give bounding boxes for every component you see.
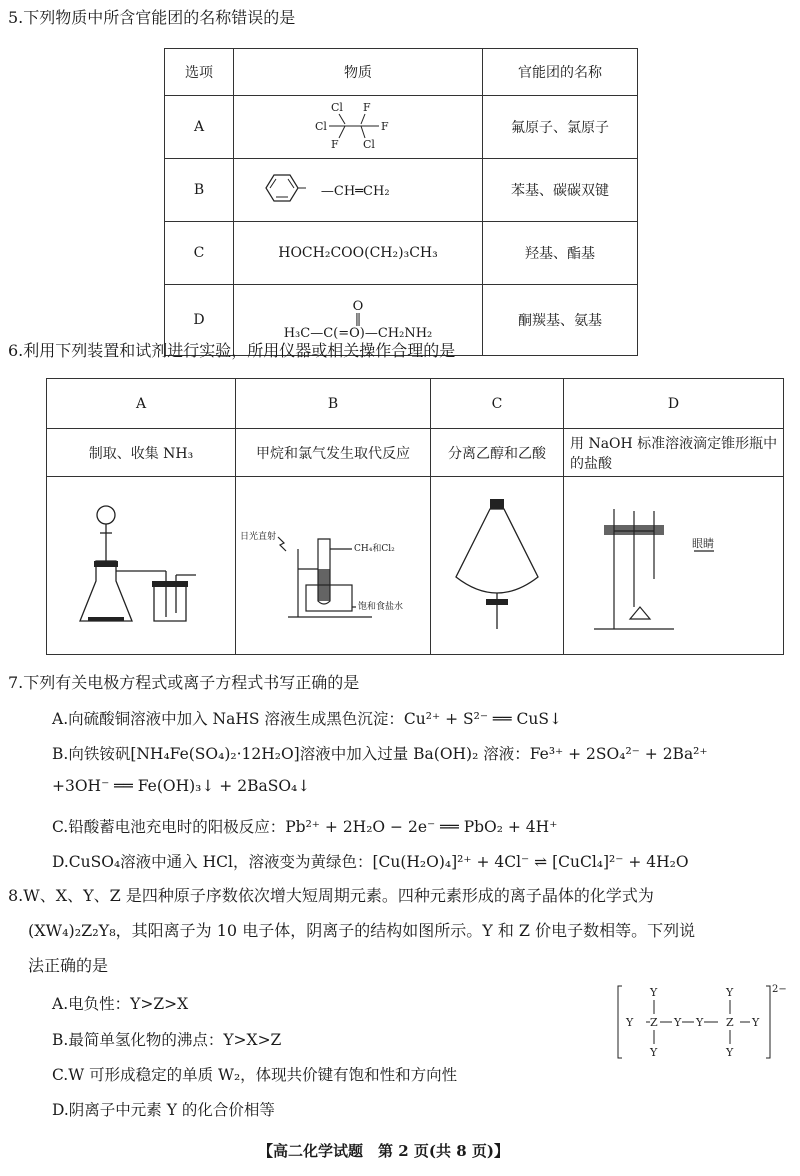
q5-option: D: [165, 285, 234, 356]
apparatus-d: [564, 477, 784, 655]
q5-header: 物质: [234, 49, 483, 96]
q5-option: C: [165, 222, 234, 285]
q5-substance-b: [234, 159, 483, 222]
atom-y: Y: [726, 986, 734, 999]
apparatus-a: [47, 477, 236, 655]
atom-y: Y: [674, 1016, 682, 1029]
q5-group: 苯基、碳碳双键: [483, 159, 638, 222]
styrene-side-chain: —CH═CH₂: [320, 184, 390, 199]
apparatus-b: [236, 477, 431, 655]
q7-option-a: A.向硫酸铜溶液中加入 NaHS 溶液生成黑色沉淀：Cu²⁺ + S²⁻ ══ CuS↓: [52, 710, 562, 728]
q8-option-c: C.W 可形成稳定的单质 W₂，体现共价键有饱和性和方向性: [52, 1066, 458, 1084]
q7-option-d: D.CuSO₄溶液中通入 HCl，溶液变为黄绿色：[Cu(H₂O)₄]²⁺ + 4Cl⁻ ⇌ [CuCl₄]²⁻ + 4H₂O: [52, 853, 689, 871]
q6-table: [46, 378, 784, 655]
q6-task: 用 NaOH 标准溶液滴定锥形瓶中的盐酸: [564, 429, 784, 477]
atom-label: Cl: [331, 101, 343, 114]
q8-stem-line1: 8.W、X、Y、Z 是四种原子序数依次增大短周期元素。四种元素形成的离子晶体的化学式为: [8, 886, 654, 905]
atom-y: Y: [650, 986, 658, 999]
q8-stem-line2: (XW₄)₂Z₂Y₈，其阳离子为 10 电子体，阴离子的结构如图所示。Y 和 Z 价电子数相等。下列说: [28, 921, 696, 940]
q5-header: 官能团的名称: [483, 49, 638, 96]
q5-group: 酮羰基、氨基: [483, 285, 638, 356]
carbonyl-o: O: [352, 298, 364, 314]
q5-group: 羟基、酯基: [483, 222, 638, 285]
brine-label: 饱和食盐水: [358, 601, 404, 612]
atom-y: Y: [650, 1046, 658, 1059]
titration-diagram: [574, 489, 774, 639]
q6-task: 分离乙醇和乙酸: [431, 429, 564, 477]
anion-structure: [614, 982, 798, 1062]
sunlight-label: 日光直射: [240, 531, 277, 542]
q5-substance-a: [234, 96, 483, 159]
q5-option: B: [165, 159, 234, 222]
page-footer: 【高二化学试题 第 2 页(共 8 页)】: [258, 1142, 509, 1160]
atom-y: Y: [696, 1016, 704, 1029]
q6-task: 制取、收集 NH₃: [47, 429, 236, 477]
q6-option: B: [236, 379, 431, 429]
q7-option-b-line1: B.向铁铵矾[NH₄Fe(SO₄)₂·12H₂O]溶液中加入过量 Ba(OH)₂ 溶液：Fe³⁺ + 2SO₄²⁻ + 2Ba²⁺: [52, 745, 708, 763]
atom-label: Cl: [315, 120, 327, 133]
apparatus-c: [431, 477, 564, 655]
anion-charge: 2−: [772, 984, 787, 995]
q6-option: D: [564, 379, 784, 429]
atom-label: F: [363, 101, 371, 114]
q7-stem: 7.下列有关电极方程式或离子方程式书写正确的是: [8, 673, 360, 692]
q5-option: A: [165, 96, 234, 159]
q7-option-c: C.铅酸蓄电池充电时的阳极反应：Pb²⁺ + 2H₂O − 2e⁻ ══ PbO₂ + 4H⁺: [52, 818, 558, 836]
q8-option-a: A.电负性：Y>Z>X: [52, 995, 189, 1013]
atom-z: Z: [650, 1016, 658, 1029]
atom-y: Y: [626, 1016, 634, 1029]
q5-header: 选项: [165, 49, 234, 96]
q5-substance-d: O ‖ H₃C—C(=O)—CH₂NH₂: [234, 285, 483, 356]
haloalkane-structure: [303, 98, 413, 152]
q5-stem: 5.下列物质中所含官能团的名称错误的是: [8, 8, 296, 27]
atom-label: Cl: [363, 138, 375, 151]
q6-stem: 6.利用下列装置和试剂进行实验，所用仪器或相关操作合理的是: [8, 341, 456, 360]
atom-y: Y: [752, 1016, 760, 1029]
q8-option-d: D.阴离子中元素 Y 的化合价相等: [52, 1101, 275, 1119]
q6-option: A: [47, 379, 236, 429]
q6-task: 甲烷和氯气发生取代反应: [236, 429, 431, 477]
ammonia-apparatus-diagram: [66, 489, 216, 639]
q5-group: 氟原子、氯原子: [483, 96, 638, 159]
q8-option-b: B.最简单氢化物的沸点：Y>X>Z: [52, 1031, 282, 1049]
substitution-apparatus-diagram: [238, 489, 428, 639]
q5-table: [164, 48, 638, 356]
gas-label: CH₄和Cl₂: [354, 543, 395, 554]
atom-label: F: [381, 120, 389, 133]
eye-label: 眼睛: [691, 536, 714, 550]
aminoketone-structure: H₃C—C(=O)—CH₂NH₂: [283, 325, 433, 341]
separatory-funnel-diagram: [442, 489, 552, 639]
atom-y: Y: [726, 1046, 734, 1059]
q6-option: C: [431, 379, 564, 429]
q7-option-b-line2: +3OH⁻ ══ Fe(OH)₃↓ + 2BaSO₄↓: [52, 777, 311, 795]
q8-stem-line3: 法正确的是: [28, 956, 109, 975]
atom-z: Z: [726, 1016, 734, 1029]
atom-label: F: [331, 138, 339, 151]
q5-substance-c: HOCH₂COO(CH₂)₃CH₃: [234, 222, 483, 285]
